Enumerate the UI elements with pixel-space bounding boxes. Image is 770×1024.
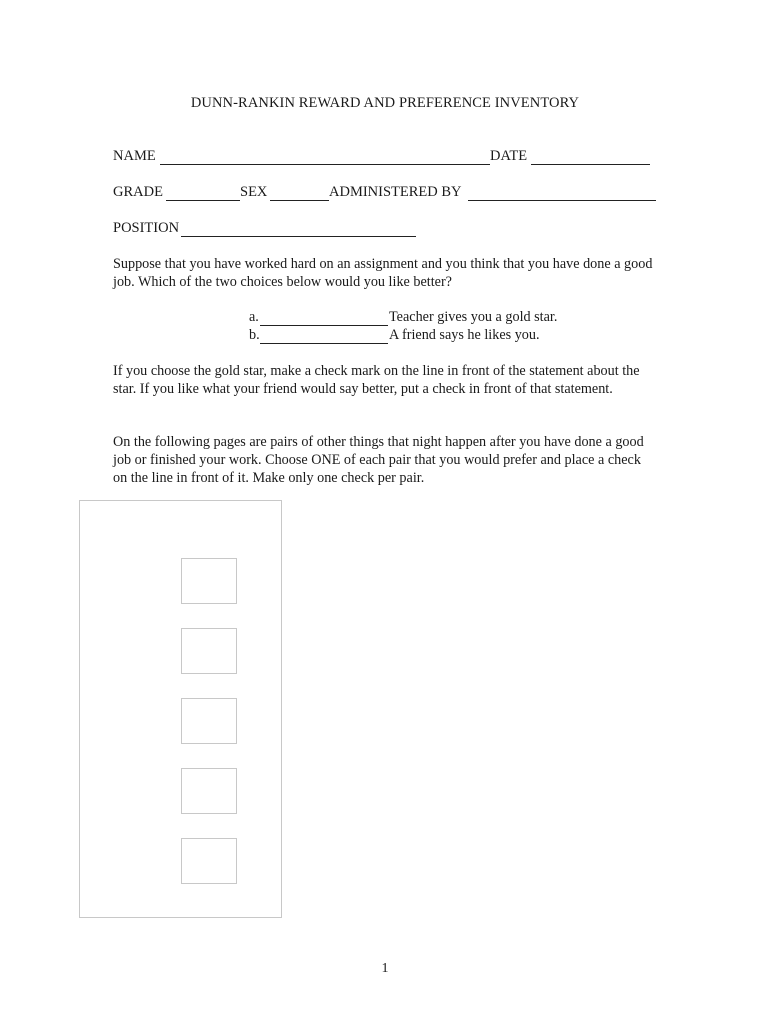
grade-field[interactable] [166, 200, 240, 201]
name-field[interactable] [160, 164, 490, 165]
choice-a-text: Teacher gives you a gold star. [389, 309, 558, 325]
name-label: NAME [113, 148, 156, 164]
document-title: DUNN-RANKIN REWARD AND PREFERENCE INVENTORY [190, 95, 580, 111]
page-number: 1 [381, 961, 389, 976]
grade-label: GRADE [113, 184, 163, 200]
choice-b-letter: b. [249, 327, 260, 343]
choice-a-letter: a. [249, 309, 259, 325]
choice-a-check-line[interactable] [260, 325, 388, 326]
sex-label: SEX [240, 184, 268, 200]
date-label: DATE [490, 148, 528, 164]
position-label: POSITION [113, 220, 180, 236]
choice-b-check-line[interactable] [260, 343, 388, 344]
panel-box-1[interactable] [181, 558, 237, 604]
intro-paragraph: Suppose that you have worked hard on an assignment and you think that you have done a good job. Which of the two choices below would you like better? [113, 256, 653, 290]
panel-box-4[interactable] [181, 768, 237, 814]
panel-box-2[interactable] [181, 628, 237, 674]
date-field[interactable] [531, 164, 650, 165]
panel-box-3[interactable] [181, 698, 237, 744]
signature-panel [79, 500, 282, 918]
position-field[interactable] [181, 236, 416, 237]
panel-box-5[interactable] [181, 838, 237, 884]
instruction-paragraph-2: On the following pages are pairs of other things that night happen after you have done a good job or finished your work. Choose ONE of each pair that you would prefer and place a check on the line in front of it. Make only one check per pair. [113, 434, 644, 486]
instruction-paragraph-1: If you choose the gold star, make a check mark on the line in front of the statement about the star. If you like what your friend would say better, put a check in front of that statement. [113, 363, 640, 397]
administered-by-field[interactable] [468, 200, 656, 201]
administered-by-label: ADMINISTERED BY [329, 184, 462, 200]
sex-field[interactable] [270, 200, 329, 201]
choice-b-text: A friend says he likes you. [389, 327, 540, 343]
